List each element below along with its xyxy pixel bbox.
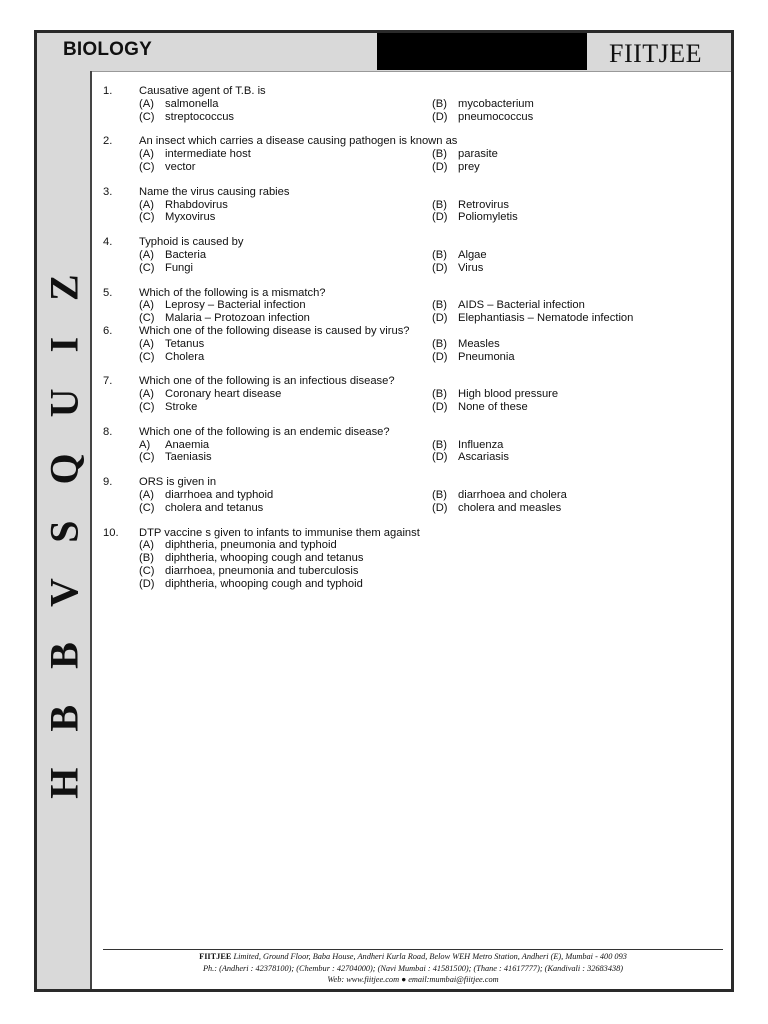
option xyxy=(432,199,723,212)
question-6 xyxy=(103,325,723,363)
option-text: Algae xyxy=(458,248,487,261)
question-text: Typhoid is caused by xyxy=(139,236,244,249)
option-text: diarrhoea and cholera xyxy=(458,488,567,501)
option-label: (C) xyxy=(139,501,155,514)
option-label: (D) xyxy=(432,501,448,514)
option-label: (A) xyxy=(139,97,154,110)
question-stem xyxy=(103,476,723,489)
option-list xyxy=(103,199,723,225)
option-text: Myxovirus xyxy=(165,211,216,224)
option xyxy=(139,578,723,591)
option-text: diphtheria, whooping cough and typhoid xyxy=(165,577,363,590)
option-label: (D) xyxy=(432,312,448,325)
option xyxy=(432,98,723,111)
question-number: 3. xyxy=(103,185,113,198)
option-text: pneumococcus xyxy=(458,110,534,123)
option-label: (C) xyxy=(139,350,155,363)
option-label: (D) xyxy=(432,261,448,274)
option xyxy=(139,249,432,262)
option xyxy=(432,111,723,124)
option-label: A) xyxy=(139,438,151,451)
option xyxy=(432,489,723,502)
option-text: cholera and tetanus xyxy=(165,501,264,514)
option xyxy=(139,262,432,275)
option-label: (C) xyxy=(139,261,155,274)
option xyxy=(432,388,723,401)
page-frame xyxy=(34,30,734,992)
option-label: (C) xyxy=(139,312,155,325)
option-label: (A) xyxy=(139,248,154,261)
option-text: Rhabdovirus xyxy=(165,198,228,211)
option-text: diphtheria, pneumonia and typhoid xyxy=(165,539,337,552)
option xyxy=(139,299,432,312)
option xyxy=(432,262,723,275)
option-text: Leprosy – Bacterial infection xyxy=(165,299,306,312)
question-list xyxy=(103,85,723,603)
option-text: Influenza xyxy=(458,438,504,451)
option-list xyxy=(103,388,723,414)
question-stem xyxy=(103,527,723,540)
option xyxy=(139,388,432,401)
option-text: prey xyxy=(458,160,480,173)
option-label: (A) xyxy=(139,337,154,350)
sidebar-banner xyxy=(37,71,92,989)
footer xyxy=(103,949,723,986)
option-text: Ascariasis xyxy=(458,451,509,464)
question-text: Which one of the following is an endemic disease? xyxy=(139,425,390,438)
question-4 xyxy=(103,236,723,274)
option xyxy=(139,211,432,224)
question-number: 6. xyxy=(103,324,113,337)
question-stem xyxy=(103,375,723,388)
option-text: Anaemia xyxy=(165,438,210,451)
option-label: (C) xyxy=(139,160,155,173)
option-text: None of these xyxy=(458,400,528,413)
option-text: Poliomyletis xyxy=(458,211,518,224)
question-text: Causative agent of T.B. is xyxy=(139,85,266,97)
option xyxy=(139,312,432,325)
question-3 xyxy=(103,186,723,224)
option xyxy=(432,299,723,312)
option xyxy=(139,111,432,124)
option xyxy=(139,351,432,364)
option-label: (A) xyxy=(139,148,154,161)
option xyxy=(139,161,432,174)
option-label: (C) xyxy=(139,451,155,464)
question-number: 9. xyxy=(103,476,113,489)
question-number: 10. xyxy=(103,526,119,539)
option-text: diarrhoea, pneumonia and tuberculosis xyxy=(165,564,359,577)
option-list xyxy=(103,148,723,174)
option-label: (B) xyxy=(432,248,447,261)
option-label: (D) xyxy=(432,350,448,363)
option xyxy=(139,451,432,464)
footer-web: Web: www.fiitjee.com ● email:mumbai@fiitjee.com xyxy=(327,975,499,984)
option-list xyxy=(103,539,723,590)
option-label: (B) xyxy=(432,148,447,161)
option xyxy=(139,565,723,578)
question-2 xyxy=(103,135,723,173)
option-label: (A) xyxy=(139,388,154,401)
option-text: Pneumonia xyxy=(458,350,515,363)
option-text: Retrovirus xyxy=(458,198,509,211)
option xyxy=(139,199,432,212)
option-text: Malaria – Protozoan infection xyxy=(165,312,310,325)
option-label: (D) xyxy=(432,400,448,413)
option xyxy=(139,338,432,351)
question-stem xyxy=(103,325,723,338)
option-label: (B) xyxy=(432,438,447,451)
option-text: Coronary heart disease xyxy=(165,388,282,401)
option-label: (D) xyxy=(432,451,448,464)
option-text: diphtheria, whooping cough and tetanus xyxy=(165,552,364,565)
option xyxy=(432,502,723,515)
question-stem xyxy=(103,426,723,439)
option xyxy=(139,552,723,565)
option-label: (B) xyxy=(432,198,447,211)
option-list xyxy=(103,489,723,515)
question-number: 7. xyxy=(103,375,113,388)
option xyxy=(139,539,723,552)
footer-address-text: Limited, Ground Floor, Baba House, Andheri Kurla Road, Below WEH Metro Station, Andheri (E), Mumbai - 400 093 xyxy=(231,952,627,961)
quiz-title: H B B V S Q U I Z xyxy=(41,261,86,799)
option-text: mycobacterium xyxy=(458,97,534,110)
question-stem xyxy=(103,186,723,199)
header-black-block xyxy=(377,33,587,70)
option xyxy=(432,451,723,464)
question-number: 1. xyxy=(103,85,113,97)
question-number: 4. xyxy=(103,236,113,249)
option-label: (D) xyxy=(432,110,448,123)
question-stem xyxy=(103,236,723,249)
option-label: (B) xyxy=(432,388,447,401)
option xyxy=(139,98,432,111)
header-bar xyxy=(37,33,731,72)
option-label: (D) xyxy=(432,211,448,224)
option-label: (C) xyxy=(139,400,155,413)
question-stem xyxy=(103,85,723,98)
option xyxy=(432,161,723,174)
option-text: parasite xyxy=(458,148,498,161)
option-list xyxy=(103,338,723,364)
option-label: (A) xyxy=(139,539,154,552)
option-text: Tetanus xyxy=(165,337,205,350)
question-stem xyxy=(103,135,723,148)
question-text: Name the virus causing rabies xyxy=(139,185,290,198)
option-label: (B) xyxy=(432,337,447,350)
option xyxy=(139,401,432,414)
option-text: vector xyxy=(165,160,196,173)
option-text: cholera and measles xyxy=(458,501,562,514)
option-label: (C) xyxy=(139,110,155,123)
question-text: An insect which carries a disease causing pathogen is known as xyxy=(139,135,458,148)
question-5 xyxy=(103,287,723,325)
option-label: (B) xyxy=(432,97,447,110)
option xyxy=(432,401,723,414)
question-text: Which one of the following is an infectious disease? xyxy=(139,375,395,388)
question-text: ORS is given in xyxy=(139,476,217,489)
option xyxy=(432,439,723,452)
question-text: Which of the following is a mismatch? xyxy=(139,286,326,299)
footer-brand: FIITJEE xyxy=(199,952,232,961)
question-number: 2. xyxy=(103,135,113,148)
option xyxy=(139,439,432,452)
option xyxy=(139,489,432,502)
option xyxy=(432,249,723,262)
option xyxy=(139,148,432,161)
brand-logo-text: FIITJEE xyxy=(609,39,703,68)
option-label: (B) xyxy=(432,299,447,312)
option xyxy=(432,211,723,224)
option-text: Measles xyxy=(458,337,500,350)
subject-title: BIOLOGY xyxy=(63,39,153,60)
option xyxy=(432,312,723,325)
option-list xyxy=(103,98,723,124)
question-text: Which one of the following disease is caused by virus? xyxy=(139,324,410,337)
option-label: (B) xyxy=(139,552,154,565)
option-label: (B) xyxy=(432,488,447,501)
option-text: Cholera xyxy=(165,350,205,363)
option-label: (A) xyxy=(139,488,154,501)
option-text: Taeniasis xyxy=(165,451,212,464)
footer-phones: Ph.: (Andheri : 42378100); (Chembur : 42704000); (Navi Mumbai : 41581500); (Thane : 41617777); (Kandivali : 32683438) xyxy=(202,963,624,973)
option-text: Elephantiasis – Nematode infection xyxy=(458,312,634,325)
question-number: 8. xyxy=(103,425,113,438)
option-label: (C) xyxy=(139,564,155,577)
question-9 xyxy=(103,476,723,514)
option-label: (D) xyxy=(432,160,448,173)
question-1 xyxy=(103,85,723,123)
option-list xyxy=(103,439,723,465)
option-list xyxy=(103,299,723,325)
option xyxy=(432,148,723,161)
option-text: Fungi xyxy=(165,261,193,274)
option-list xyxy=(103,249,723,275)
option-text: Bacteria xyxy=(165,248,207,261)
option-label: (A) xyxy=(139,299,154,312)
question-text: DTP vaccine s given to infants to immunise them against xyxy=(139,526,420,539)
option-label: (C) xyxy=(139,211,155,224)
question-7 xyxy=(103,375,723,413)
option xyxy=(139,502,432,515)
option-text: Stroke xyxy=(165,400,198,413)
question-10 xyxy=(103,527,723,591)
option xyxy=(432,338,723,351)
option xyxy=(432,351,723,364)
option-text: intermediate host xyxy=(165,148,251,161)
option-label: (D) xyxy=(139,577,155,590)
question-8 xyxy=(103,426,723,464)
question-stem xyxy=(103,287,723,300)
option-text: salmonella xyxy=(165,97,219,110)
option-text: streptococcus xyxy=(165,110,235,123)
question-number: 5. xyxy=(103,286,113,299)
option-text: Virus xyxy=(458,261,484,274)
option-label: (A) xyxy=(139,198,154,211)
option-text: AIDS – Bacterial infection xyxy=(458,299,585,312)
option-text: High blood pressure xyxy=(458,388,559,401)
option-text: diarrhoea and typhoid xyxy=(165,488,274,501)
footer-address xyxy=(103,951,723,963)
